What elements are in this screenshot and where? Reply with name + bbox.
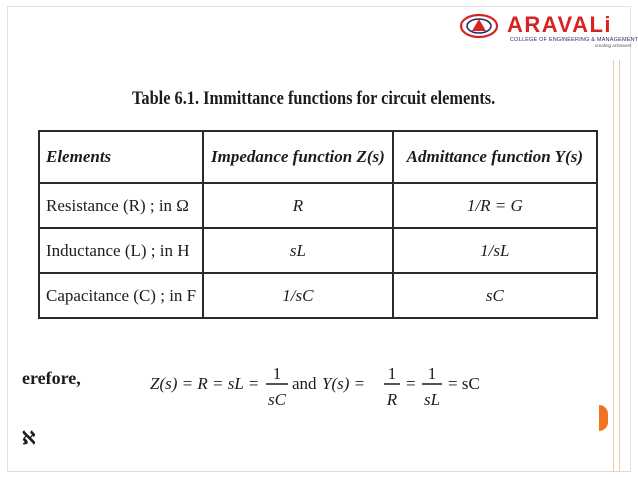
immittance-equation <box>150 362 490 412</box>
table-row <box>39 183 597 228</box>
table-title: Table 6.1. Immittance functions for circuit elements. <box>132 88 496 109</box>
immittance-table <box>38 130 598 319</box>
cell-admittance: sC <box>393 273 597 318</box>
eq-equals: = <box>406 374 416 393</box>
eq-frac3-num: 1 <box>427 364 437 383</box>
cell-impedance: sL <box>203 228 393 273</box>
decorative-rule <box>7 471 631 472</box>
eq-frac2-den: R <box>386 390 398 409</box>
aravali-emblem-icon <box>459 11 503 41</box>
scanned-document <box>22 80 614 448</box>
header-elements: Elements <box>39 131 203 183</box>
cell-admittance: 1/R = G <box>393 183 597 228</box>
table-row <box>39 273 597 318</box>
table-row <box>39 228 597 273</box>
logo-subtitle: COLLEGE OF ENGINEERING & MANAGEMENT <box>510 37 638 43</box>
logo-tagline: creating achievers <box>595 43 632 48</box>
eq-frac1-den: sC <box>268 390 286 409</box>
cell-element: Inductance (L) ; in H <box>39 228 203 273</box>
college-logo <box>459 9 638 53</box>
cell-element: Capacitance (C) ; in F <box>39 273 203 318</box>
eq-frac1-num: 1 <box>272 364 282 383</box>
eq-y-lhs: Y(s) = <box>322 374 366 393</box>
eq-frac3-den: sL <box>423 390 441 409</box>
cell-admittance: 1/sL <box>393 228 597 273</box>
cell-element: Resistance (R) ; in Ω <box>39 183 203 228</box>
logo-name: ARAVALi <box>507 12 613 37</box>
header-impedance: Impedance function Z(s) <box>203 131 393 183</box>
decorative-rule <box>619 60 620 472</box>
eq-and: and <box>292 374 317 393</box>
header-admittance: Admittance function Y(s) <box>393 131 597 183</box>
cell-impedance: R <box>203 183 393 228</box>
cell-impedance: 1/sC <box>203 273 393 318</box>
eq-tail: = sC <box>448 374 480 393</box>
cropped-text-fragment: ℵ <box>22 428 36 448</box>
therefore-label: erefore, <box>22 368 81 388</box>
eq-frac2-num: 1 <box>387 364 397 383</box>
table-header-row <box>39 131 597 183</box>
eq-z-lhs: Z(s) = R = sL = <box>150 374 260 393</box>
